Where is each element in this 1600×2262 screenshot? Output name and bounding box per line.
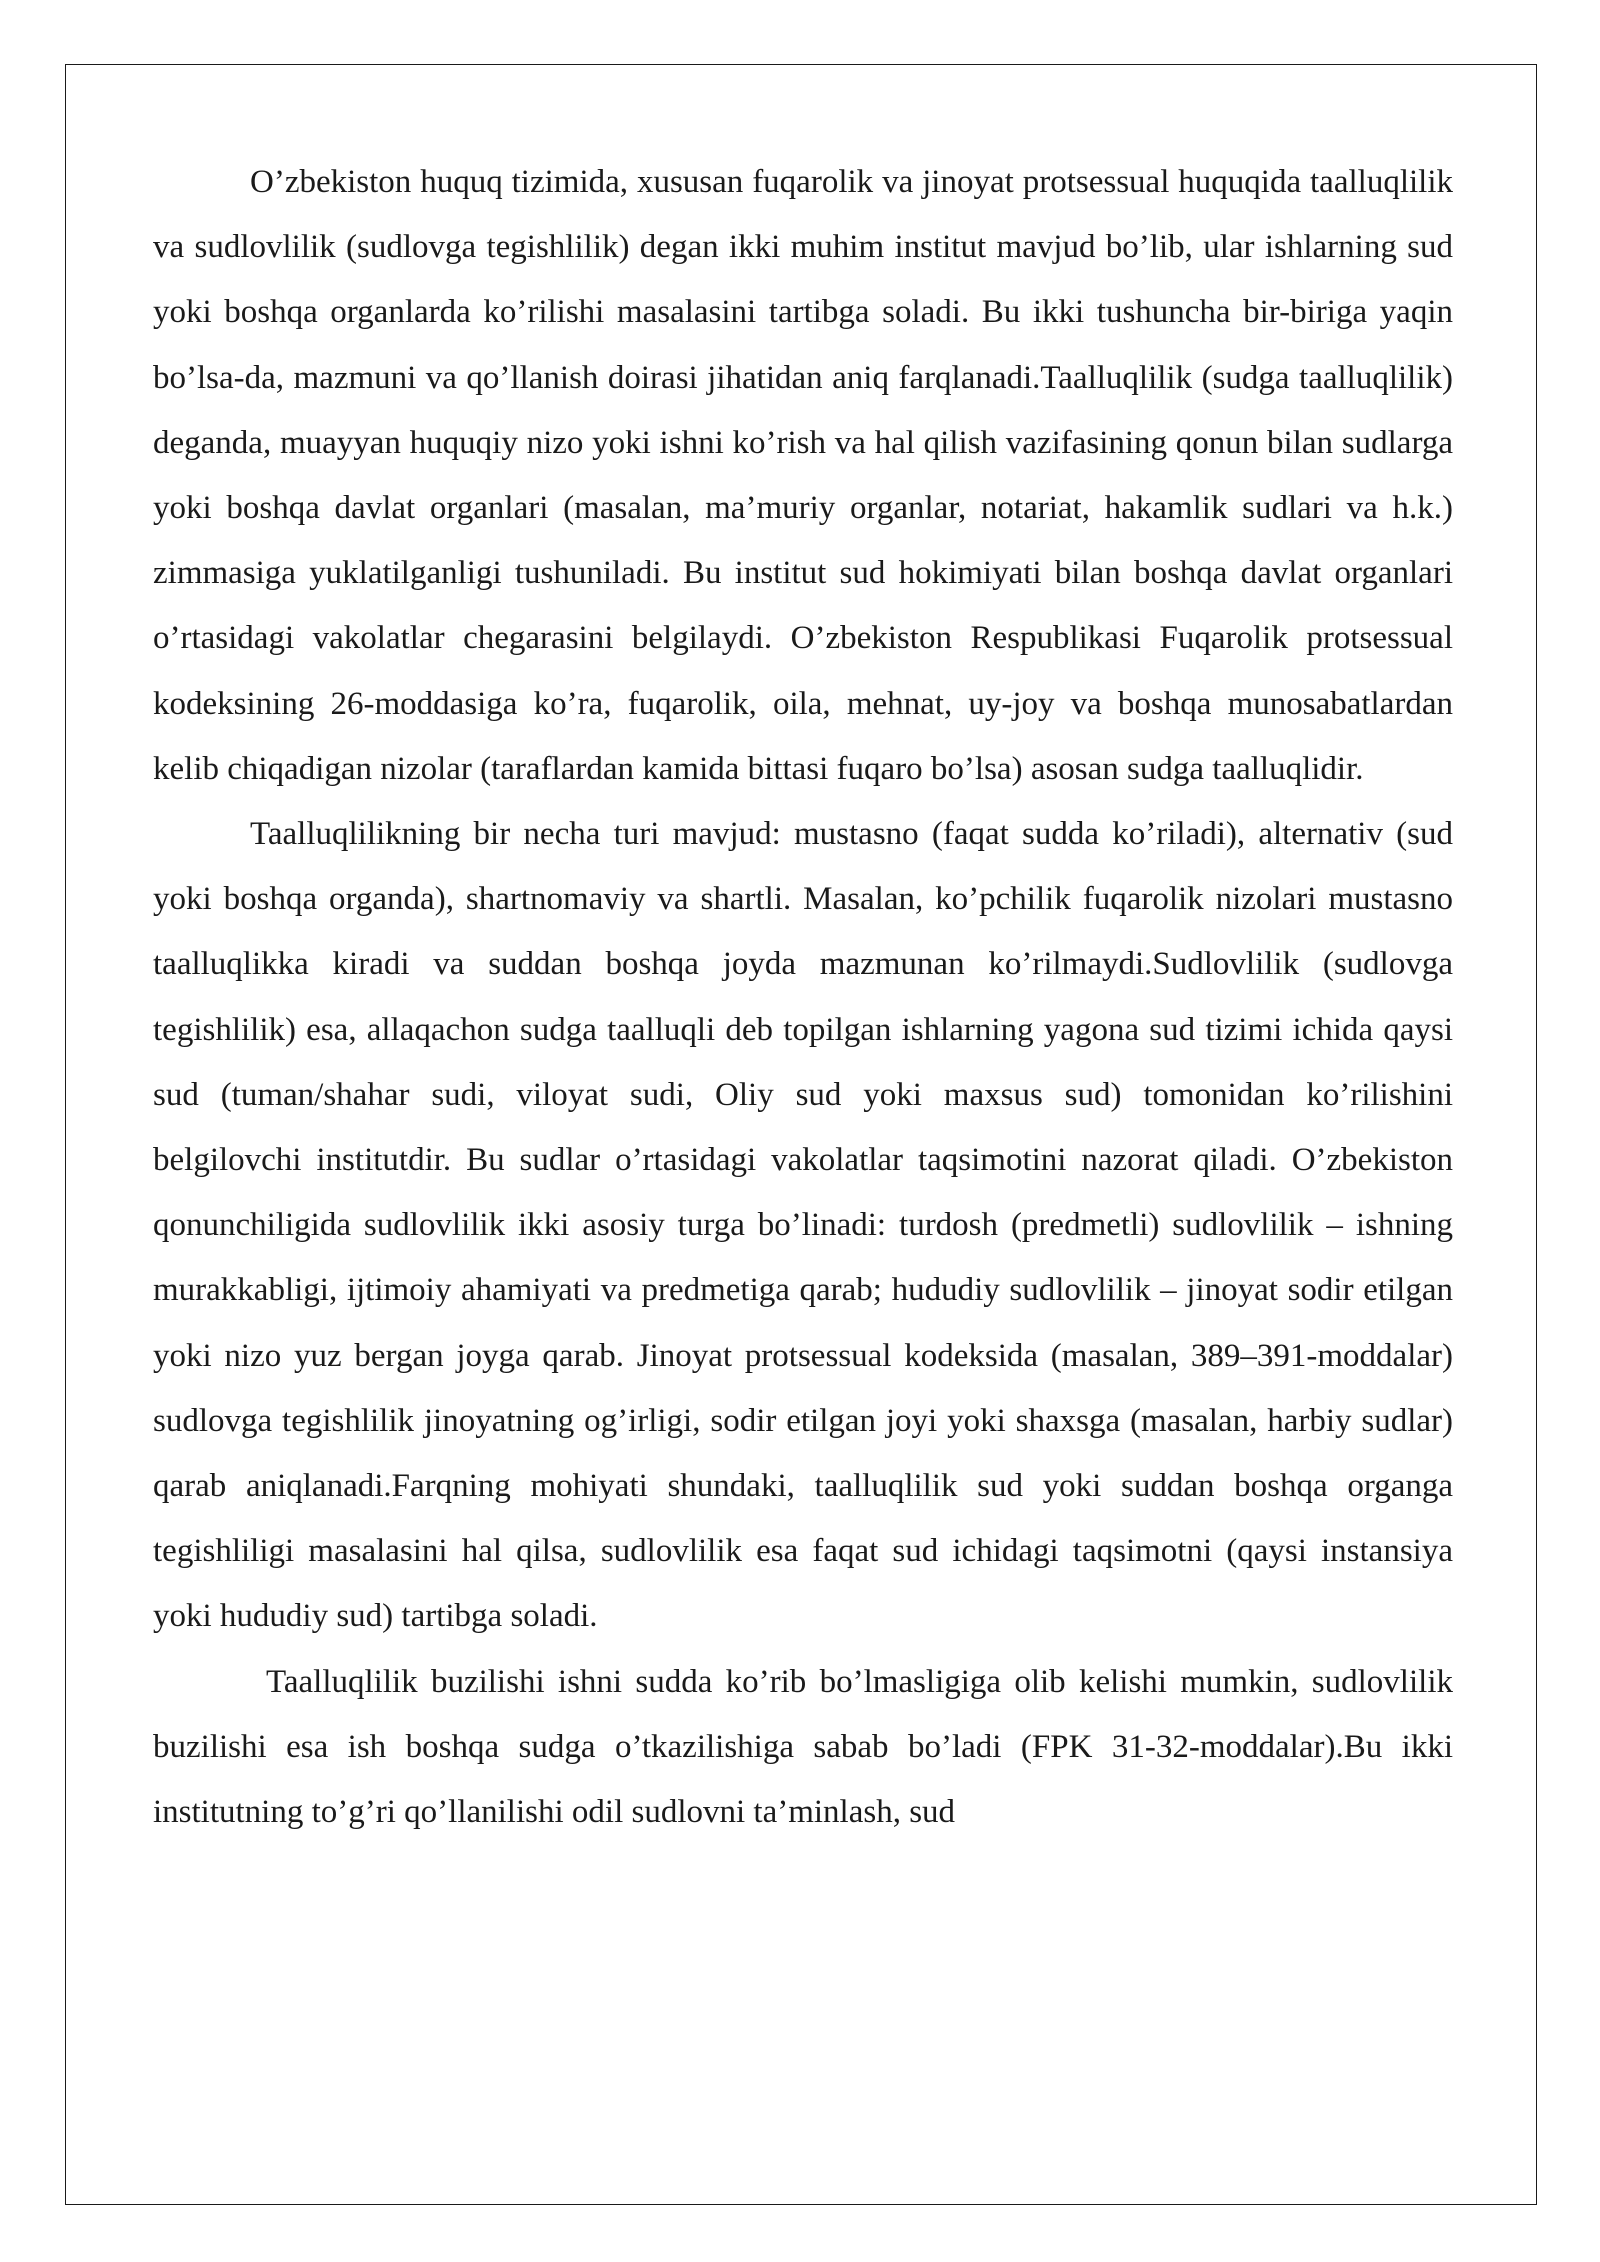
paragraph-2: Taalluqlilikning bir necha turi mavjud: mustasno (faqat sudda ko’riladi), alternativ (sud yoki boshqa organda), shartnomaviy va shartli. Masalan, ko’pchilik fuqarolik nizolari mustasno taalluqlikka kiradi va suddan boshqa joyda mazmunan ko’rilmaydi.Sudlovlilik (sudlovga tegishlilik) esa, allaqachon sudga taalluqli deb topilgan ishlarning yagona sud tizimi ichida qaysi sud (tuman/shahar sudi, viloyat sudi, Oliy sud yoki maxsus sud) tomonidan ko’rilishini belgilovchi institutdir. Bu sudlar o’rtasidagi vakolatlar taqsimotini nazorat qiladi. O’zbekiston qonunchiligida sudlovlilik ikki asosiy turga bo’linadi: turdosh (predmetli) sudlovlilik – ishning murakkabligi, ijtimoiy ahamiyati va predmetiga qarab; hududiy sudlovlilik – jinoyat sodir etilgan yoki nizo yuz bergan joyga qarab. Jinoyat protsessual kodeksida (masalan, 389–391-moddalar) sudlovga tegishlilik jinoyatning og’irligi, sodir etilgan joyi yoki shaxsga (masalan, harbiy sudlar) qarab aniqlanadi.Farqning mohiyati shundaki, taalluqlilik sud yoki suddan boshqa organga tegishliligi masalasini hal qilsa, sudlovlilik esa faqat sud ichidagi taqsimotni (qaysi instansiya yoki hududiy sud) tartibga soladi. bbox=[153, 816, 1453, 1635]
paragraph-1: O’zbekiston huquq tizimida, xususan fuqarolik va jinoyat protsessual huquqida taalluqlilik va sudlovlilik (sudlovga tegishlilik) degan ikki muhim institut mavjud bo’lib, ular ishlarning sud yoki boshqa organlarda ko’rilishi masalasini tartibga soladi. Bu ikki tushuncha bir-biriga yaqin bo’lsa-da, mazmuni va qo’llanish doirasi jihatidan aniq farqlanadi.Taalluqlilik (sudga taalluqlilik) deganda, muayyan huquqiy nizo yoki ishni ko’rish va hal qilish vazifasining qonun bilan sudlarga yoki boshqa davlat organlari (masalan, ma’muriy organlar, notariat, hakamlik sudlari va h.k.) zimmasiga yuklatilganligi tushuniladi. Bu institut sud hokimiyati bilan boshqa davlat organlari o’rtasidagi vakolatlar chegarasini belgilaydi. O’zbekiston Respublikasi Fuqarolik protsessual kodeksining 26-moddasiga ko’ra, fuqarolik, oila, mehnat, uy-joy va boshqa munosabatlardan kelib chiqadigan nizolar (taraflardan kamida bittasi fuqaro bo’lsa) asosan sudga taalluqlidir. bbox=[153, 164, 1453, 787]
paragraph-3: Taalluqlilik buzilishi ishni sudda ko’rib bo’lmasligiga olib kelishi mumkin, sudlovlilik buzilishi esa ish boshqa sudga o’tkazilishiga sabab bo’ladi (FPK 31-32-moddalar).Bu ikki institutning to’g’ri qo’llanilishi odil sudlovni ta’minlash, sud bbox=[153, 1663, 1453, 1831]
document-body bbox=[153, 150, 1453, 1845]
